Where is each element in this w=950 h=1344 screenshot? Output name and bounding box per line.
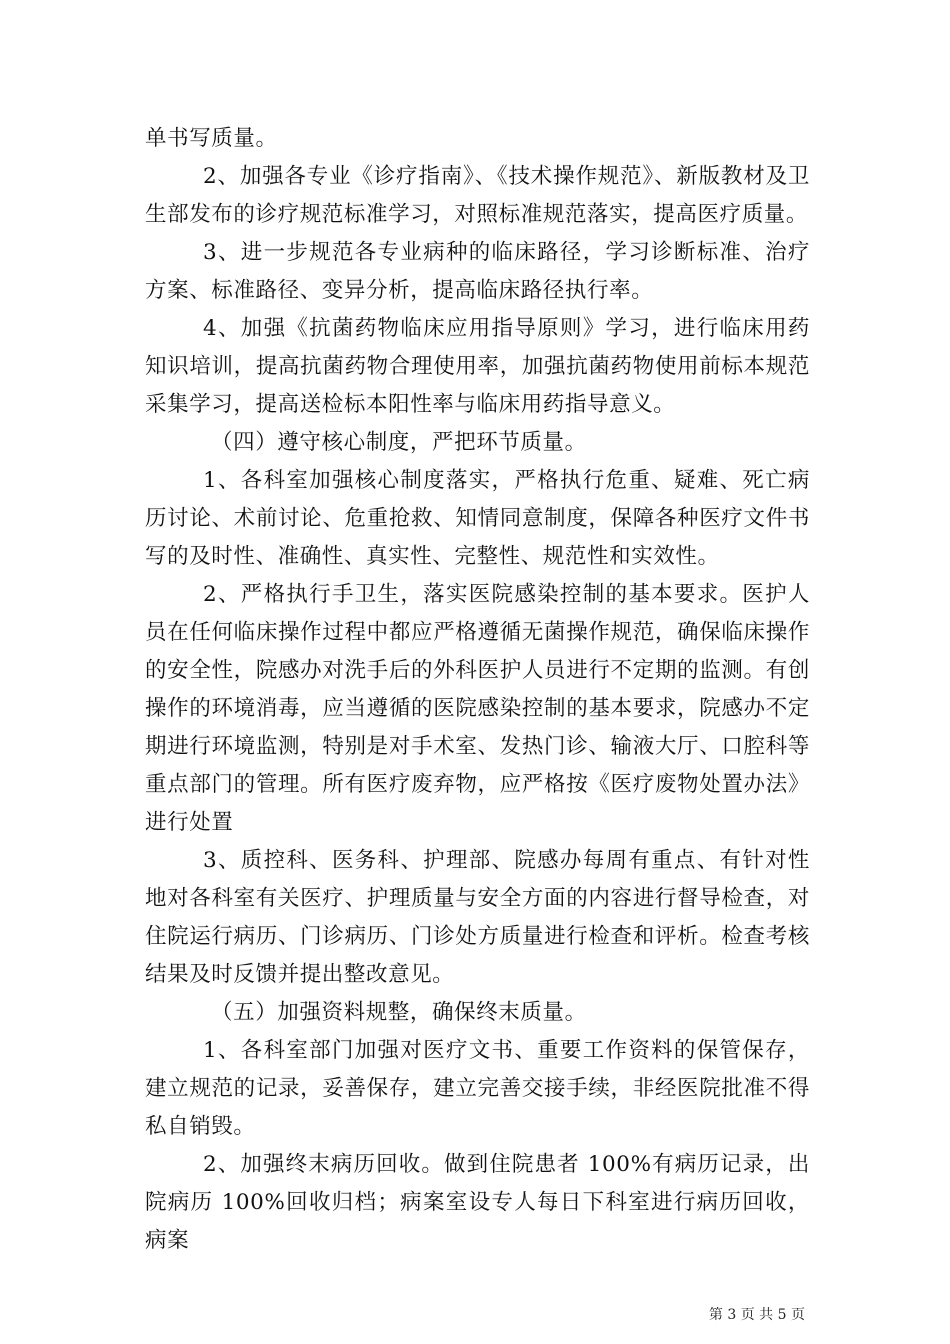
paragraph-item-4: 4、加强《抗菌药物临床应用指导原则》学习，进行临床用药知识培训，提高抗菌药物合理使用率，加强抗菌药物使用前标本规范采集学习，提高送检标本阳性率与临床用药指导意义。 <box>145 316 810 417</box>
paragraph-item-2: 2、严格执行手卫生，落实医院感染控制的基本要求。医护人员在任何临床操作过程中都应严格遵循无菌操作规范，确保临床操作的安全性，院感办对洗手后的外科医护人员进行不定期的监测。有创操作的环境消毒，应当遵循的医院感染控制的基本要求，院感办不定期进行环境监测，特别是对手术室、发热门诊、输液大厅、口腔科等重点部门的管理。所有医疗废弃物，应严格按《医疗废物处置办法》进行处置 <box>145 582 810 835</box>
section-heading-4: （四）遵守核心制度，严把环节质量。 <box>211 430 587 455</box>
document-body <box>145 120 810 1260</box>
paragraph-item-1: 1、各科室加强核心制度落实，严格执行危重、疑难、死亡病历讨论、术前讨论、危重抢救、知情同意制度，保障各种医疗文件书写的及时性、准确性、真实性、完整性、规范性和实效性。 <box>145 468 810 569</box>
paragraph-item-2: 2、加强各专业《诊疗指南》、《技术操作规范》、新版教材及卫生部发布的诊疗规范标准学习，对照标准规范落实，提高医疗质量。 <box>145 164 810 227</box>
paragraph-item-1: 1、各科室部门加强对医疗文书、重要工作资料的保管保存，建立规范的记录，妥善保存，建立完善交接手续，非经医院批准不得私自销毁。 <box>145 1038 810 1139</box>
paragraph-continuation: 单书写质量。 <box>145 126 278 151</box>
page-number-footer: 第 3 页 共 5 页 <box>708 1307 805 1323</box>
paragraph-item-3: 3、进一步规范各专业病种的临床路径，学习诊断标准、治疗方案、标准路径、变异分析，提高临床路径执行率。 <box>145 240 810 303</box>
paragraph-item-3: 3、质控科、医务科、护理部、院感办每周有重点、有针对性地对各科室有关医疗、护理质量与安全方面的内容进行督导检查，对住院运行病历、门诊病历、门诊处方质量进行检查和评析。检查考核结果及时反馈并提出整改意见。 <box>145 848 810 987</box>
section-heading-5: （五）加强资料规整，确保终末质量。 <box>211 1000 587 1025</box>
paragraph-item-2: 2、加强终末病历回收。做到住院患者 100%有病历记录，出院病历 100%回收归档；病案室设专人每日下科室进行病历回收，病案 <box>145 1152 810 1253</box>
